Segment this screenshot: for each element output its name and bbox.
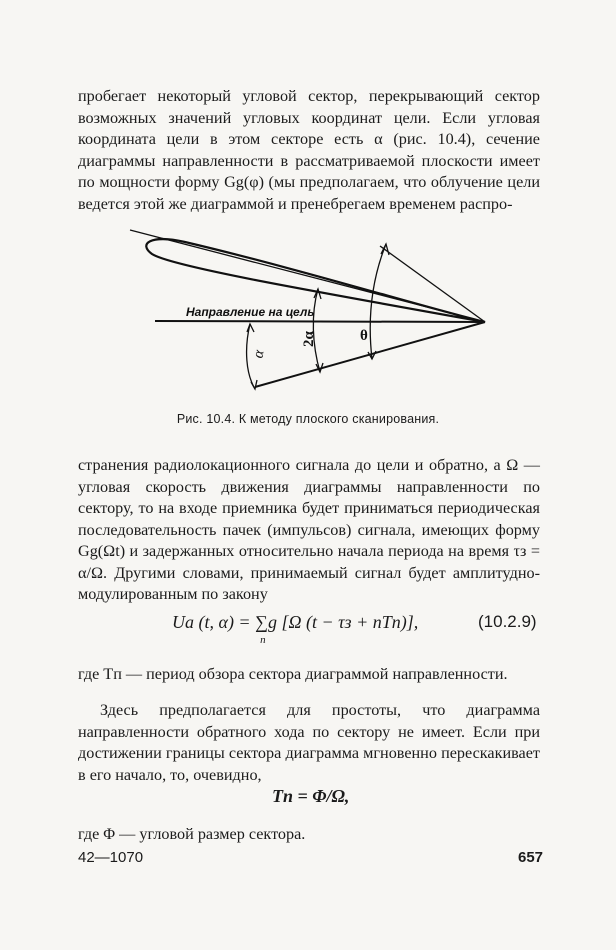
eq1-rhs: g [Ω (t − τз + nTп)], <box>267 612 419 632</box>
label-theta: θ <box>360 328 368 344</box>
figure-caption: Рис. 10.4. К методу плоского сканирования. <box>176 412 440 426</box>
sector-upper-line <box>380 246 485 322</box>
paragraph-2: странения радиолокационного сигнала до цели и обратно, а Ω — угловая скорость движения диаграммы направленности по сектору, то на входе приемника будет приниматься периодическая последовательность пачек (импульсов) сигнала, имеющих форму Gg(Ωt) и задержанных относительно начала периода на время τз = α/Ω. Другими словами, принимаемый сигнал будет амплитудно-модулированным по закону <box>78 456 540 603</box>
target-direction-line <box>155 321 485 322</box>
figure-10-4 <box>0 214 616 424</box>
direction-label: Направление на цель <box>186 305 315 319</box>
label-2a: 2α <box>301 331 317 347</box>
paragraph-5: где Φ — угловой размер сектора. <box>78 825 306 843</box>
arc-2a <box>313 289 320 372</box>
arc-alpha-arrow-top <box>247 324 254 332</box>
paragraph-1: пробегает некоторый угловой сектор, перекрывающий сектор возможных значений угловых координат цели. Если угловая координата цели в этом секторе есть α (рис. 10.4), сечение диаграммы направленности в рассматриваемой плоскости имеет по мощности форму Gg(φ) (мы предполагаем, что облучение цели ведется этой же диаграммой и пренебрегаем временем распро- <box>78 87 540 213</box>
signature-mark: 42—1070 <box>78 849 144 866</box>
summation-symbol: ∑ n <box>255 612 268 646</box>
label-alpha: α <box>250 348 268 360</box>
paragraph-3: где Tп — период обзора сектора диаграммой направленности. <box>78 665 508 683</box>
page-number: 657 <box>518 849 544 866</box>
arc-2a-arrow-bottom <box>316 363 323 372</box>
paragraph-4: Здесь предполагается для простоты, что диаграмма направленности обратного хода по сектору не имеет. Если при достижении границы сектора диаграмма мгновенно перескакивает в его начало, то, очевидно, <box>78 701 540 784</box>
eq2-body: Tп = Φ/Ω, <box>272 786 350 806</box>
eq1-lhs: Ua (t, α) = <box>172 612 256 632</box>
equation-number: (10.2.9) <box>478 612 537 631</box>
